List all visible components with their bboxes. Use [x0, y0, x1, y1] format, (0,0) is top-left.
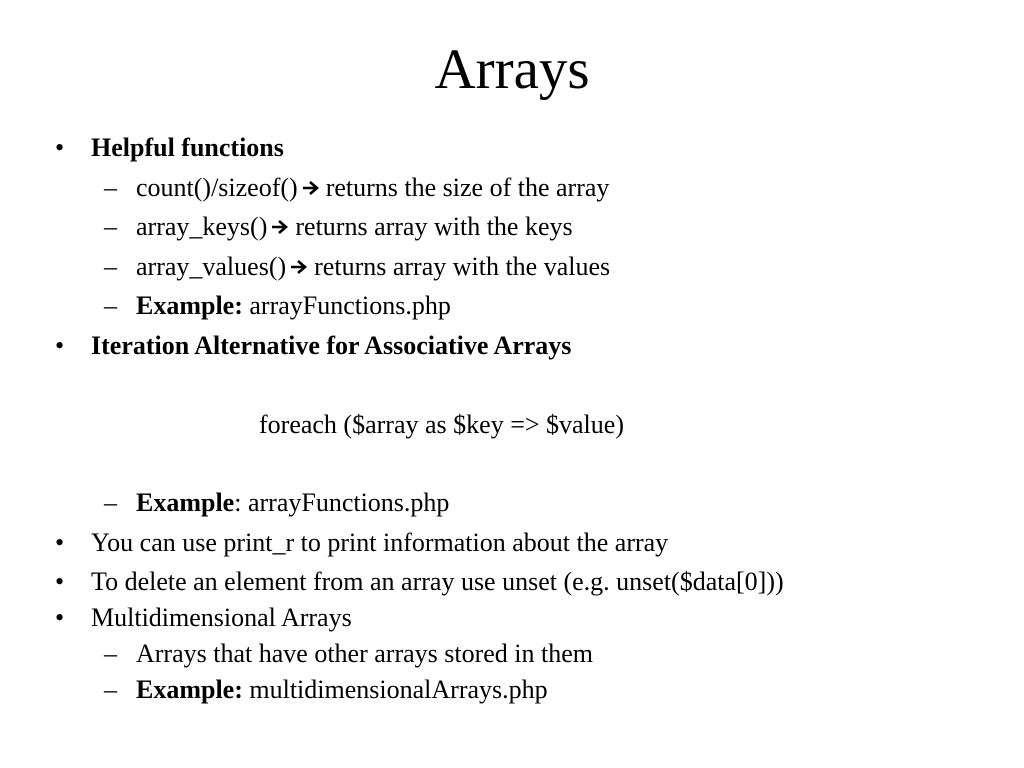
example-file: arrayFunctions.php	[242, 291, 451, 320]
sub-item-values-text	[136, 252, 610, 282]
example-file: : arrayFunctions.php	[234, 488, 450, 517]
right-arrow-icon	[271, 219, 289, 235]
example-label: Example	[136, 488, 235, 517]
dash-marker: –	[104, 639, 117, 668]
dash-marker: –	[104, 212, 117, 241]
count-description: returns the size of the array	[325, 173, 610, 202]
dash-marker: –	[104, 488, 117, 517]
helpful-functions-heading: Helpful functions	[91, 133, 284, 162]
sub-item-keys-text	[136, 212, 573, 242]
dash-marker: –	[104, 675, 117, 704]
keys-description: returns array with the keys	[295, 212, 573, 241]
right-arrow-icon	[302, 180, 320, 196]
count-function: count()/sizeof()	[136, 173, 298, 202]
values-description: returns array with the values	[314, 252, 611, 281]
right-arrow-icon	[290, 259, 308, 275]
bullet-marker: •	[55, 603, 65, 632]
example-label: Example:	[136, 675, 243, 704]
bullet-marker: •	[55, 331, 65, 360]
multi-desc-text: Arrays that have other arrays stored in them	[136, 639, 594, 668]
example-2-text	[136, 488, 449, 518]
values-function: array_values()	[136, 252, 287, 281]
example-file: multidimensionalArrays.php	[242, 675, 548, 704]
bullet-marker: •	[55, 528, 65, 557]
iteration-heading: Iteration Alternative for Associative Arrays	[91, 331, 572, 360]
dash-marker: –	[104, 291, 117, 320]
sub-item-count-text	[136, 173, 609, 203]
foreach-code: foreach ($array as $key => $value)	[259, 410, 624, 439]
dash-marker: –	[104, 173, 117, 202]
bullet-marker: •	[55, 567, 65, 596]
print-r-text: You can use print_r to print information about the array	[91, 528, 669, 557]
example-1-text	[136, 291, 451, 321]
multidimensional-heading: Multidimensional Arrays	[91, 603, 352, 632]
example-3-text	[136, 675, 548, 705]
keys-function: array_keys()	[136, 212, 268, 241]
bullet-marker: •	[55, 133, 65, 162]
unset-text: To delete an element from an array use unset (e.g. unset($data[0]))	[91, 567, 784, 596]
slide-title: Arrays	[434, 38, 590, 101]
dash-marker: –	[104, 252, 117, 281]
example-label: Example:	[136, 291, 243, 320]
